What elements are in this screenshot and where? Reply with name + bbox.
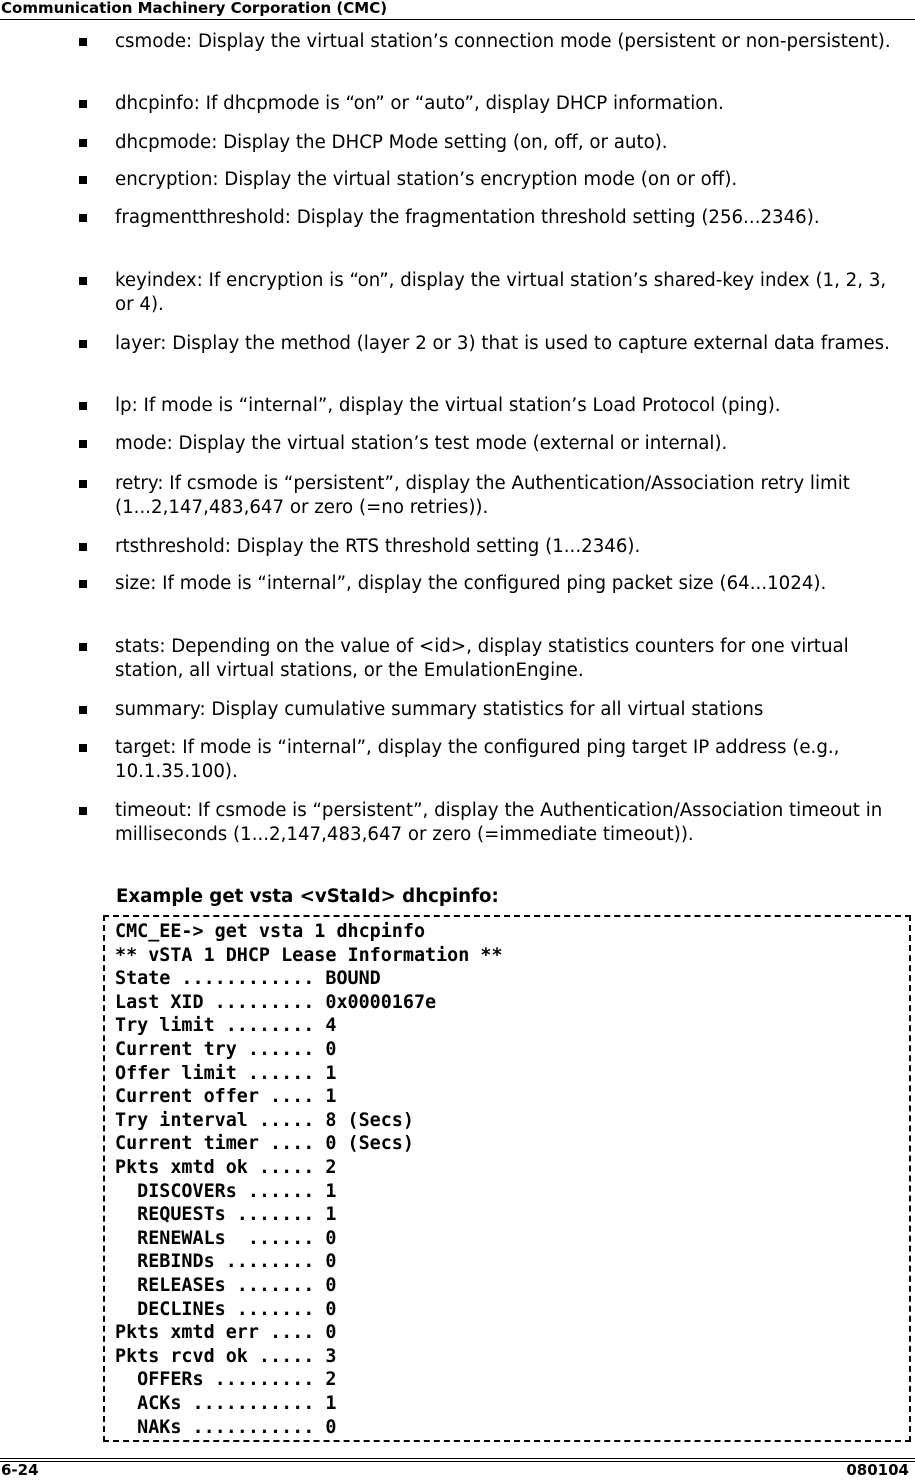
bullet-text: mode: Display the virtual station’s test mode (external or internal). — [115, 433, 728, 454]
bullet-text: timeout: If csmode is “persistent”, display the Authentication/Association timeout in milliseconds (1...2,147,483,647 or zero (=immediate timeout)). — [115, 800, 883, 845]
bullet-text: encryption: Display the virtual station’s encryption mode (on or off). — [115, 169, 738, 190]
square-bullet-icon — [79, 176, 87, 184]
bullet-item-fragmentthreshold — [115, 206, 905, 230]
square-bullet-icon — [79, 402, 87, 410]
bullet-text: keyindex: If encryption is “on”, display the virtual station’s shared-key index (1, 2, 3, or 4). — [115, 270, 887, 315]
code-line: Pkts xmtd ok ..... 2 — [115, 1157, 337, 1178]
code-line: NAKs ........... 0 — [115, 1416, 337, 1438]
bullet-text: dhcpmode: Display the DHCP Mode setting (on, off, or auto). — [115, 132, 668, 153]
square-bullet-icon — [79, 340, 87, 348]
square-bullet-icon — [79, 480, 87, 488]
square-bullet-icon — [79, 643, 87, 651]
code-line: DECLINEs ....... 0 — [115, 1298, 337, 1320]
code-line: Current try ...... 0 — [115, 1039, 337, 1060]
code-line: Try interval ..... 8 (Secs) — [115, 1109, 414, 1131]
code-line: Current offer .... 1 — [115, 1086, 337, 1108]
bullet-item-encryption — [115, 168, 905, 192]
example-title: Example get vsta <vStaId> dhcpinfo: — [116, 886, 499, 907]
bullet-text: fragmentthreshold: Display the fragmentation threshold setting (256...2346). — [115, 207, 820, 228]
code-line: Current timer .... 0 (Secs) — [115, 1133, 414, 1155]
bullet-item-retry — [115, 472, 905, 520]
bullet-item-stats — [115, 635, 905, 683]
code-line: REBINDs ........ 0 — [115, 1251, 337, 1273]
square-bullet-icon — [79, 139, 87, 147]
bullet-item-keyindex — [115, 269, 905, 317]
code-line: RENEWALs ...... 0 — [115, 1227, 337, 1249]
code-line: Last XID ......... 0x0000167e — [115, 991, 437, 1013]
bullet-text: lp: If mode is “internal”, display the virtual station’s Load Protocol (ping). — [115, 395, 781, 416]
code-line: State ............ BOUND — [115, 968, 381, 990]
square-bullet-icon — [79, 706, 87, 714]
footer-divider — [0, 1458, 915, 1459]
bullet-text: dhcpinfo: If dhcpmode is “on” or “auto”, display DHCP information. — [115, 93, 724, 114]
bullet-item-layer — [115, 332, 905, 356]
bullet-text: size: If mode is “internal”, display the configured ping packet size (64...1024). — [115, 573, 827, 594]
code-line: REQUESTs ....... 1 — [115, 1204, 337, 1226]
code-line: RELEASEs ....... 0 — [115, 1275, 337, 1296]
square-bullet-icon — [79, 100, 87, 108]
square-bullet-icon — [79, 38, 87, 46]
code-line: ACKs ........... 1 — [115, 1393, 337, 1414]
bullet-item-rtsthreshold — [115, 535, 905, 559]
code-line: Offer limit ...... 1 — [115, 1062, 337, 1084]
page-header — [0, 0, 915, 20]
bullet-item-csmode — [115, 30, 905, 54]
code-line: Pkts xmtd err .... 0 — [115, 1322, 337, 1344]
bullet-item-target — [115, 736, 905, 784]
footer-divider — [0, 1461, 915, 1462]
bullet-text: summary: Display cumulative summary statistics for all virtual stations — [115, 699, 764, 720]
bullet-item-dhcpmode — [115, 131, 905, 155]
bullet-item-timeout — [115, 799, 905, 847]
square-bullet-icon — [79, 543, 87, 551]
bullet-text: stats: Depending on the value of <id>, display statistics counters for one virtual station, all virtual stations, or the EmulationEngine. — [115, 636, 849, 681]
code-line: Pkts rcvd ok ..... 3 — [115, 1345, 337, 1367]
code-line: ** vSTA 1 DHCP Lease Information ** — [115, 944, 503, 966]
bullet-text: target: If mode is “internal”, display the configured ping target IP address (e.g., 10.1.35.100). — [115, 737, 840, 782]
code-line: OFFERs ......... 2 — [115, 1369, 337, 1391]
bullet-item-size — [115, 572, 905, 596]
code-line: DISCOVERs ...... 1 — [115, 1180, 337, 1202]
square-bullet-icon — [79, 744, 87, 752]
bullet-text: rtsthreshold: Display the RTS threshold setting (1...2346). — [115, 536, 641, 557]
square-bullet-icon — [79, 807, 87, 815]
page-number: 6-24 — [1, 1461, 39, 1479]
bullet-text: layer: Display the method (layer 2 or 3) that is used to capture external data frames. — [115, 333, 890, 354]
bullet-item-dhcpinfo — [115, 92, 905, 116]
square-bullet-icon — [79, 440, 87, 448]
square-bullet-icon — [79, 277, 87, 285]
bullet-text: csmode: Display the virtual station’s connection mode (persistent or non-persistent). — [115, 31, 891, 52]
code-line: Try limit ........ 4 — [115, 1015, 337, 1037]
square-bullet-icon — [79, 580, 87, 588]
square-bullet-icon — [79, 214, 87, 222]
bullet-item-mode — [115, 432, 905, 456]
code-line: CMC_EE-> get vsta 1 dhcpinfo — [115, 921, 426, 942]
bullet-text: retry: If csmode is “persistent”, display the Authentication/Association retry limit (1...2,147,483,647 or zero (=no retries)). — [115, 473, 850, 518]
bullet-item-lp — [115, 394, 905, 418]
bullet-item-summary — [115, 698, 905, 722]
header-title: Communication Machinery Corporation (CMC) — [1, 0, 388, 17]
document-code: 080104 — [846, 1461, 909, 1479]
